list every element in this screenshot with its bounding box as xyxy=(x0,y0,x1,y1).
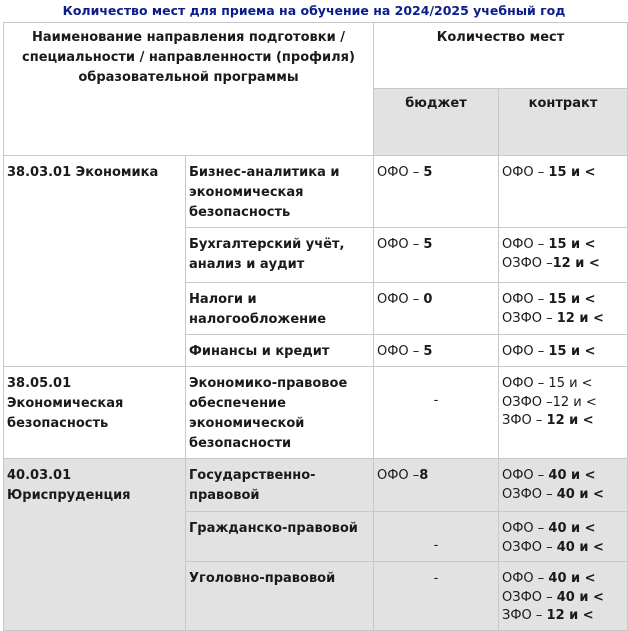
program-name: Гражданско-правовой xyxy=(186,512,374,562)
admission-places-table xyxy=(3,22,628,631)
budget-cell: ОФО – 0 xyxy=(374,283,499,335)
direction-code: 40.03.01 Юриспруденция xyxy=(4,459,186,631)
budget-cell: - xyxy=(374,512,499,562)
table-row xyxy=(4,156,628,228)
budget-cell: ОФО –8 xyxy=(374,459,499,512)
program-name: Экономико-правовое обеспечение экономической безопасности xyxy=(186,367,374,459)
contract-cell: ОФО – 15 и < xyxy=(499,335,628,367)
budget-cell: - xyxy=(374,562,499,631)
table-row xyxy=(4,459,628,512)
contract-cell: ОФО – 15 и < xyxy=(499,156,628,228)
contract-cell: ОФО – 40 и < ОЗФО – 40 и < ЗФО – 12 и < xyxy=(499,562,628,631)
header-places: Количество мест xyxy=(374,23,628,89)
table-caption: Количество мест для приема на обучение на 2024/2025 учебный год xyxy=(62,3,566,18)
direction-code: 38.05.01 Экономическая безопасность xyxy=(4,367,186,459)
budget-cell: - xyxy=(374,367,499,459)
header-program-name: Наименование направления подготовки / специальности / направленности (профиля) образовательной программы xyxy=(4,23,374,156)
header-budget: бюджет xyxy=(374,89,499,156)
contract-cell: ОФО – 15 и < ОЗФО – 12 и < xyxy=(499,283,628,335)
program-name: Государственно-правовой xyxy=(186,459,374,512)
direction-code: 38.03.01 Экономика xyxy=(4,156,186,367)
contract-cell: ОФО – 40 и < ОЗФО – 40 и < xyxy=(499,512,628,562)
table-row xyxy=(4,367,628,459)
contract-cell: ОФО – 15 и < ОЗФО –12 и < xyxy=(499,228,628,283)
program-name: Бизнес-аналитика и экономическая безопасность xyxy=(186,156,374,228)
budget-cell: ОФО – 5 xyxy=(374,335,499,367)
contract-cell: ОФО – 15 и < ОЗФО –12 и < ЗФО – 12 и < xyxy=(499,367,628,459)
program-name: Налоги и налогообложение xyxy=(186,283,374,335)
budget-cell: ОФО – 5 xyxy=(374,156,499,228)
program-name: Уголовно-правовой xyxy=(186,562,374,631)
program-name: Бухгалтерский учёт, анализ и аудит xyxy=(186,228,374,283)
header-contract: контракт xyxy=(499,89,628,156)
program-name: Финансы и кредит xyxy=(186,335,374,367)
contract-cell: ОФО – 40 и < ОЗФО – 40 и < xyxy=(499,459,628,512)
budget-cell: ОФО – 5 xyxy=(374,228,499,283)
